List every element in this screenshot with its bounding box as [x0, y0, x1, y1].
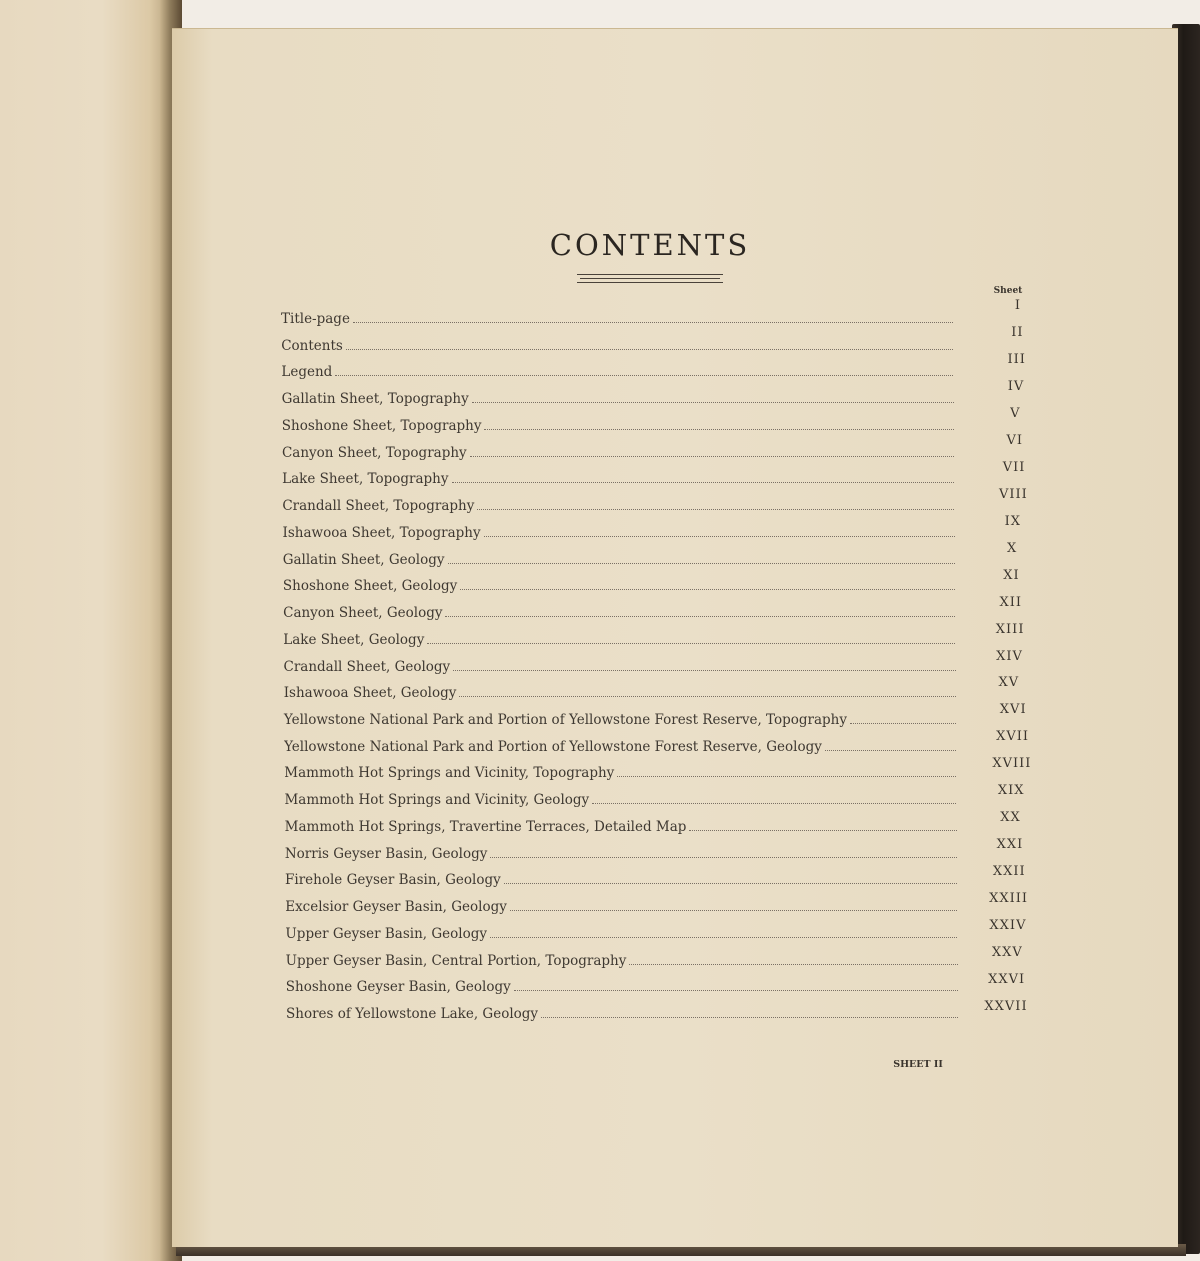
contents-entry [281, 307, 953, 327]
contents-entry [283, 574, 955, 594]
contents-entry-sheet-number: XIX [997, 783, 1025, 799]
contents-entry-label: Title-page [281, 311, 350, 327]
contents-entry-label: Yellowstone National Park and Portion of Yellowstone Forest Reserve, Topography [283, 711, 848, 728]
contents-entry-sheet-number: XXV [991, 945, 1023, 961]
contents-entry-label: Canyon Sheet, Geology [283, 605, 443, 622]
contents-entry-label: Legend [281, 364, 333, 381]
contents-entry-sheet-number: XXIV [989, 918, 1027, 934]
contents-entry [282, 414, 954, 434]
contents-entry-sheet-number: XI [1003, 567, 1020, 583]
contents-entry-sheet-number: XXVII [984, 999, 1028, 1014]
contents-entry [284, 735, 956, 755]
contents-entry-sheet-number: VI [1006, 432, 1023, 448]
contents-entry [282, 494, 954, 514]
contents-entry-sheet-number: XVI [999, 702, 1027, 718]
page-title: CONTENTS [549, 228, 751, 262]
contents-entry-label: Gallatin Sheet, Geology [282, 551, 445, 568]
contents-entry-label: Upper Geyser Basin, Geology [285, 925, 487, 942]
contents-entry-sheet-number: X [1006, 540, 1018, 556]
contents-entry [285, 922, 957, 942]
dot-leader [470, 456, 954, 457]
contents-entry [285, 842, 957, 862]
contents-entry-sheet-number: XVIII [992, 756, 1032, 772]
contents-entry-sheet-number: IX [1004, 513, 1021, 529]
contents-entry-label: Contents [281, 337, 343, 354]
contents-entry-sheet-number: XXIII [989, 891, 1029, 907]
contents-entry-sheet-number: XXII [992, 864, 1026, 880]
contents-entry-label: Excelsior Geyser Basin, Geology [285, 899, 507, 916]
contents-entry-label: Ishawooa Sheet, Geology [283, 685, 457, 702]
contents-entry [284, 761, 956, 781]
contents-entry-label: Gallatin Sheet, Topography [281, 391, 469, 408]
dot-leader [445, 616, 955, 617]
dot-leader [484, 536, 955, 537]
contents-entry [285, 868, 957, 888]
title-rule-middle [580, 278, 720, 279]
contents-entry-label: Ishawooa Sheet, Topography [282, 524, 481, 541]
contents-entry-sheet-number: XXI [996, 837, 1024, 853]
contents-entry [281, 334, 953, 354]
dot-leader [504, 883, 957, 884]
contents-entry [281, 360, 953, 380]
contents-entry-label: Crandall Sheet, Geology [283, 658, 451, 675]
contents-entry-label: Mammoth Hot Springs and Vicinity, Geology [284, 792, 590, 809]
contents-entry-sheet-number: XV [998, 675, 1020, 691]
contents-entry-sheet-number: XXVI [988, 972, 1026, 988]
title-rule-top [577, 274, 723, 275]
dot-leader [850, 723, 956, 724]
dot-leader [453, 670, 955, 671]
contents-entry-sheet-number: XII [999, 594, 1023, 610]
dot-leader [490, 857, 956, 858]
contents-entry [285, 815, 957, 835]
contents-entry [285, 895, 957, 915]
dot-leader [629, 964, 957, 965]
contents-entry-sheet-number: III [1007, 351, 1026, 367]
dot-leader [346, 349, 953, 350]
contents-entry-label: Yellowstone National Park and Portion of Yellowstone Forest Reserve, Geology [284, 738, 822, 755]
dot-leader [477, 509, 954, 510]
contents-entry [283, 521, 955, 541]
contents-entry-label: Mammoth Hot Springs and Vicinity, Topography [284, 765, 615, 782]
page-footer: SHEET II [893, 1059, 943, 1070]
contents-entry-label: Canyon Sheet, Topography [281, 444, 467, 461]
contents-entry-sheet-number: XX [1000, 810, 1021, 826]
contents-entry [282, 387, 954, 407]
dot-leader [592, 803, 956, 804]
contents-entry-label: Lake Sheet, Geology [283, 631, 425, 648]
dot-leader [825, 750, 956, 751]
contents-entry-sheet-number: XVII [996, 729, 1029, 745]
contents-entry [286, 949, 958, 969]
contents-entry-label: Shoshone Sheet, Geology [282, 578, 458, 595]
contents-entry-sheet-number: XIII [995, 621, 1025, 637]
dot-leader [472, 402, 954, 403]
contents-entry [286, 1002, 958, 1022]
dot-leader [459, 696, 955, 697]
sheet-column-header: Sheet [993, 286, 1023, 296]
contents-entry [284, 681, 956, 701]
contents-entry-sheet-number: II [1011, 324, 1024, 340]
contents-entry-label: Mammoth Hot Springs, Travertine Terraces, Detailed Map [284, 818, 687, 835]
contents-entry [283, 548, 955, 568]
contents-entry-label: Firehole Geyser Basin, Geology [285, 872, 501, 889]
left-page [0, 0, 170, 1261]
contents-entry-sheet-number: VII [1002, 459, 1026, 475]
dot-leader [452, 482, 955, 483]
dot-leader [490, 937, 957, 938]
contents-entry [286, 975, 958, 995]
contents-entry [283, 628, 955, 648]
contents-entry [284, 708, 956, 728]
dot-leader [335, 375, 953, 376]
dot-leader [353, 322, 953, 323]
contents-entry-label: Shores of Yellowstone Lake, Geology [286, 1006, 539, 1022]
contents-entry-sheet-number: IV [1007, 378, 1025, 394]
contents-entry-label: Norris Geyser Basin, Geology [284, 845, 488, 862]
contents-entry [282, 441, 954, 461]
dot-leader [484, 429, 953, 430]
contents-entry-sheet-number: XIV [996, 648, 1023, 664]
dot-leader [427, 643, 955, 644]
contents-entry-label: Shoshone Geyser Basin, Geology [285, 979, 511, 996]
contents-entry-label: Lake Sheet, Topography [282, 471, 449, 488]
contents-entry [284, 655, 956, 675]
contents-entry-sheet-number: VIII [999, 486, 1028, 502]
contents-entry [282, 467, 954, 487]
dot-leader [514, 990, 958, 991]
contents-entry-sheet-number: V [1010, 405, 1021, 421]
contents-entry [284, 788, 956, 808]
contents-entry-label: Upper Geyser Basin, Central Portion, Topography [285, 952, 627, 969]
dot-leader [460, 589, 955, 590]
dot-leader [510, 910, 957, 911]
dot-leader [448, 563, 955, 564]
contents-entry-sheet-number: I [1014, 298, 1022, 313]
contents-entry-label: Shoshone Sheet, Topography [281, 417, 482, 434]
contents-entry [283, 601, 955, 621]
dot-leader [617, 776, 956, 777]
dot-leader [689, 830, 956, 831]
dot-leader [541, 1017, 958, 1018]
title-rule-bottom [577, 282, 723, 283]
contents-entry-label: Crandall Sheet, Topography [282, 498, 475, 515]
